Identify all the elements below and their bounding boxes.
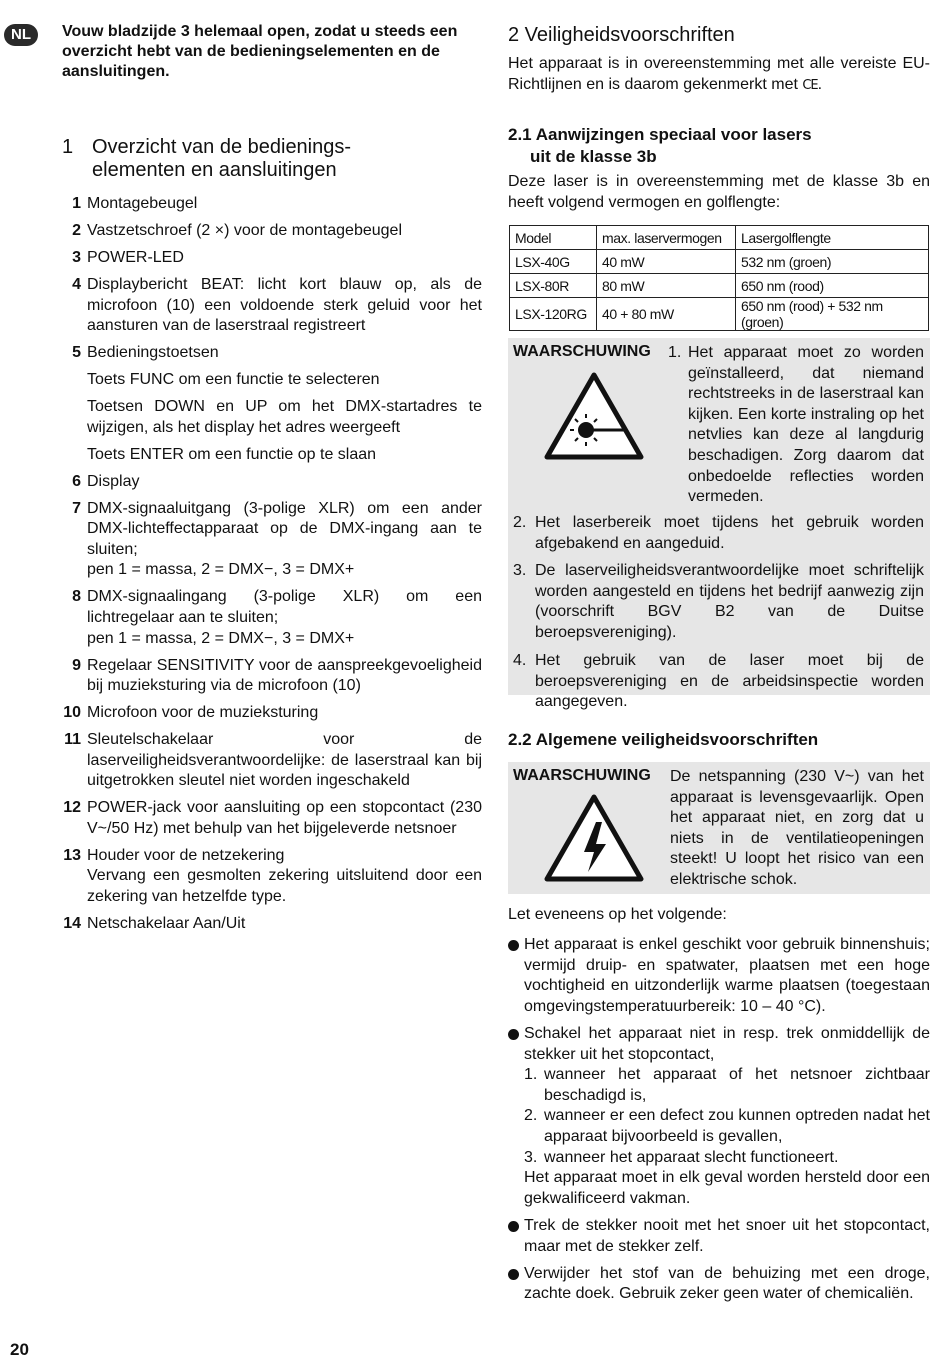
- table-cell: 650 nm (rood): [736, 274, 929, 298]
- list-item-text: pen 1 = massa, 2 = DMX−, 3 = DMX+: [87, 561, 355, 579]
- list-item-number: 11: [64, 731, 81, 749]
- bullet-sub-item: [524, 1106, 930, 1147]
- electric-warning-text: De netspanning (230 V~) van het apparaat is levensgevaarlijk. Open het apparaat niet, en zorg dat u niets in de ventilatieopeningen steekt! U loopt het risico van een elektrische schok.: [670, 768, 924, 888]
- warning-item-text: Het laserbereik moet tijdens het gebruik worden afgebakend en aangeduid.: [535, 514, 924, 552]
- bullet-text: Schakel het apparaat niet in resp. trek onmiddellijk de stekker uit het stopcontact,: [524, 1024, 930, 1063]
- list-item-text: POWER-LED: [87, 248, 184, 266]
- list-item-text: Sleutelschakelaar voor de laserveiligheidsverantwoordelijke: de laserstraal kan bij uitgetrokken sleutel niet worden ingeschakeld: [87, 731, 482, 790]
- bullet-text: Verwijder het stof van de behuizing met een droge, zachte doek. Gebruik zeker geen water of chemicaliën.: [524, 1264, 930, 1303]
- bullet-sub-number: 2.: [524, 1107, 538, 1125]
- warning-item-1: [668, 343, 924, 508]
- table-cell: 650 nm (rood) + 532 nm (groen): [736, 298, 929, 331]
- section-2-1-title-line2: uit de klasse 3b: [530, 147, 657, 166]
- section-2-1-title-line1: 2.1 Aanwijzingen speciaal voor lasers: [508, 125, 812, 144]
- warning-item-number: 3.: [513, 562, 527, 579]
- list-item-number: 5: [72, 344, 81, 362]
- list-item: [62, 587, 482, 649]
- list-item-number: 8: [72, 588, 81, 606]
- section-1-title: [62, 136, 482, 182]
- safety-bullet-list: [508, 935, 930, 1311]
- table-header-row: [510, 226, 929, 250]
- warning-item-number: 1.: [668, 344, 682, 361]
- bullet-sub-text: wanneer er een defect zou kunnen optreden nadat het apparaat bijvoorbeeld is gevallen,: [544, 1107, 930, 1145]
- table-cell: LSX-40G: [510, 250, 597, 274]
- list-item-text: DMX-signaaluitgang (3-polige XLR) om een ander DMX-lichteffectapparaat op de DMX-ingang aan te sluiten;: [87, 499, 482, 558]
- section-1-title-line2: elementen en aansluitingen: [92, 159, 337, 181]
- table-header-cell: Lasergolflengte: [736, 226, 929, 250]
- list-item-text: Bedieningstoetsen: [87, 344, 219, 362]
- list-item-text: Display: [87, 472, 140, 490]
- bullet-text: Het apparaat is enkel geschikt voor gebruik binnenshuis; vermijd druip- en spatwater, plaatsen met een hoge vochtigheid en uitzonderlijk warme plaatsen (toegestaan omgevingstemperatuurbereik: 10 – 40 °C).: [524, 936, 930, 1015]
- list-item-text: Displaybericht BEAT: licht kort blauw op, als de microfoon (10) een voldoende sterk geluid voor het aansturen van de laserstraal registreert: [87, 275, 482, 335]
- electric-hazard-icon: [544, 794, 644, 882]
- section-1-title-line1: Overzicht van de bedienings-: [92, 136, 352, 158]
- section-1-number: 1: [62, 136, 74, 158]
- bullet-dot-icon: [508, 1221, 519, 1232]
- page-number: 20: [10, 1340, 29, 1359]
- list-item-number: 13: [63, 846, 81, 864]
- list-item-number: 2: [72, 221, 81, 239]
- let-eveneens-intro: Let eveneens op het volgende:: [508, 906, 727, 923]
- warning-label: WAARSCHUWING: [513, 767, 651, 784]
- table-header-cell: Model: [510, 226, 597, 250]
- laser-warning-box: [508, 338, 930, 711]
- section-2-2-title: 2.2 Algemene veiligheidsvoorschriften: [508, 730, 819, 749]
- list-item-text: Montagebeugel: [87, 195, 198, 212]
- section-2-body: [508, 54, 930, 96]
- list-item: [62, 656, 482, 697]
- bullet-sub-number: 1.: [524, 1066, 538, 1084]
- table-cell: 80 mW: [597, 274, 736, 298]
- laser-spec-table: [509, 225, 929, 331]
- bullet-dot-icon: [508, 940, 519, 951]
- list-item-number: 14: [63, 915, 81, 933]
- list-item-text: Microfoon voor de muzieksturing: [87, 704, 319, 722]
- warning-item-text: Het gebruik van de laser moet bij de beroepsvereniging en de arbeidsinspectie worden aangegeven.: [535, 652, 924, 711]
- list-item-text: Regelaar SENSITIVITY voor de aanspreekgevoeligheid bij muzieksturing via de microfoon (10): [87, 656, 482, 695]
- warning-label: WAARSCHUWING: [513, 343, 651, 360]
- bullet-sub-text: wanneer het apparaat slecht functioneert.: [544, 1148, 839, 1166]
- warning-item-text: Het apparaat moet zo worden geïnstalleerd, dat niemand rechtstreeks in de laserstraal kan kijken. Een korte instraling op het netvlies kan deze al langdurig beschadigen. Zorg daarom dat onbedoelde reflecties worden vermeden.: [688, 344, 924, 506]
- list-item: [62, 248, 482, 269]
- list-item-number: 1: [72, 195, 81, 212]
- table-cell: 532 nm (groen): [736, 250, 929, 274]
- bullet-item: [508, 935, 930, 1017]
- bullet-item: [508, 1264, 930, 1305]
- section-2-1-title: [508, 124, 928, 168]
- list-item: [62, 397, 482, 438]
- bullet-dot-icon: [508, 1029, 519, 1040]
- list-item-text: Toets FUNC om een functie te selecteren: [87, 371, 380, 389]
- bullet-dot-icon: [508, 1269, 519, 1280]
- controls-list: [62, 194, 482, 941]
- bullet-text: Trek de stekker nooit met het snoer uit het stopcontact, maar met de stekker zelf.: [524, 1216, 930, 1255]
- table-cell: 40 + 80 mW: [597, 298, 736, 331]
- laser-hazard-icon: [544, 372, 644, 460]
- bullet-after-text: Het apparaat moet in elk geval worden hersteld door een gekwalificeerd vakman.: [524, 1169, 930, 1207]
- table-row: [510, 250, 929, 274]
- list-item: [62, 703, 482, 724]
- list-item: [62, 221, 482, 242]
- section-2-body-end: .: [817, 75, 823, 93]
- warning-item-text: De laserveiligheidsverantwoordelijke moet schriftelijk worden aangesteld en tijdens het bedrijf aanwezig zijn (voorschrift BGV B2 van de Duitse beroepsvereniging).: [535, 562, 924, 641]
- list-item-text: Toetsen DOWN en UP om het DMX-startadres te wijzigen, als het display het adres weergeeft: [87, 398, 482, 436]
- list-item-text: Vastzetschroef (2 ×) voor de montagebeugel: [87, 221, 402, 239]
- bullet-item: [508, 1024, 930, 1209]
- list-item: [62, 798, 482, 839]
- list-item-text: Vervang een gesmolten zekering uitsluitend door een zekering van hetzelfde type.: [87, 867, 482, 906]
- list-item: [62, 445, 482, 466]
- list-item-number: 9: [72, 656, 81, 674]
- bullet-sub-item: [524, 1148, 930, 1169]
- list-item: [62, 499, 482, 581]
- warning-item-number: 2.: [513, 514, 527, 531]
- list-item-number: 10: [63, 704, 81, 722]
- list-item-number: 3: [72, 248, 81, 266]
- list-item: [62, 846, 482, 908]
- warning-item-2: [513, 513, 924, 554]
- warning-item-number: 4.: [513, 652, 527, 669]
- list-item: [62, 914, 482, 935]
- table-cell: LSX-80R: [510, 274, 597, 298]
- electric-warning-box: [508, 762, 930, 894]
- list-item-number: 7: [72, 499, 81, 517]
- bullet-sub-text: wanneer het apparaat of het netsnoer zichtbaar beschadigd is,: [544, 1066, 930, 1104]
- section-2-title: 2 Veiligheidsvoorschriften: [508, 24, 735, 46]
- list-item-number: 12: [63, 799, 81, 817]
- bullet-item: [508, 1216, 930, 1257]
- list-item-text: Toets ENTER om een functie op te slaan: [87, 445, 377, 463]
- list-item: [62, 730, 482, 792]
- list-item: [62, 472, 482, 493]
- list-item-text: POWER-jack voor aansluiting op een stopcontact (230 V~/50 Hz) met behulp van het bijgeleverde netsnoer: [87, 799, 482, 837]
- list-item-text: pen 1 = massa, 2 = DMX−, 3 = DMX+: [87, 629, 355, 647]
- warning-item-3: [513, 561, 924, 643]
- list-item: [62, 194, 482, 215]
- list-item-number: 4: [72, 275, 81, 293]
- list-item-number: 6: [72, 472, 81, 490]
- table-cell: LSX-120RG: [510, 298, 597, 331]
- ce-mark-icon: CE: [802, 77, 818, 93]
- table-row: [510, 298, 929, 331]
- table-row: [510, 274, 929, 298]
- language-badge: NL: [4, 24, 38, 46]
- section-2-body-text: Het apparaat is in overeenstemming met alle vereiste EU-Richtlijnen en is daarom gekenmerkt met: [508, 55, 930, 93]
- list-item-text: Netschakelaar Aan/Uit: [87, 915, 246, 933]
- list-item: [62, 275, 482, 337]
- section-2-1-body: Deze laser is in overeenstemming met de klasse 3b en heeft volgend vermogen en golflengte:: [508, 173, 930, 211]
- table-cell: 40 mW: [597, 250, 736, 274]
- list-item-text: DMX-signaalingang (3-polige XLR) om een lichtregelaar aan te sluiten;: [87, 588, 482, 626]
- warning-item-4: [513, 651, 924, 713]
- list-item: [62, 343, 482, 364]
- bullet-sub-number: 3.: [524, 1148, 538, 1166]
- intro-text: Vouw bladzijde 3 helemaal open, zodat u steeds een overzicht hebt van de bedieningselementen en de aansluitingen.: [62, 23, 458, 80]
- table-header-cell: max. laservermogen: [597, 226, 736, 250]
- list-item-text: Houder voor de netzekering: [87, 846, 285, 864]
- bullet-sub-item: [524, 1065, 930, 1106]
- list-item: [62, 370, 482, 391]
